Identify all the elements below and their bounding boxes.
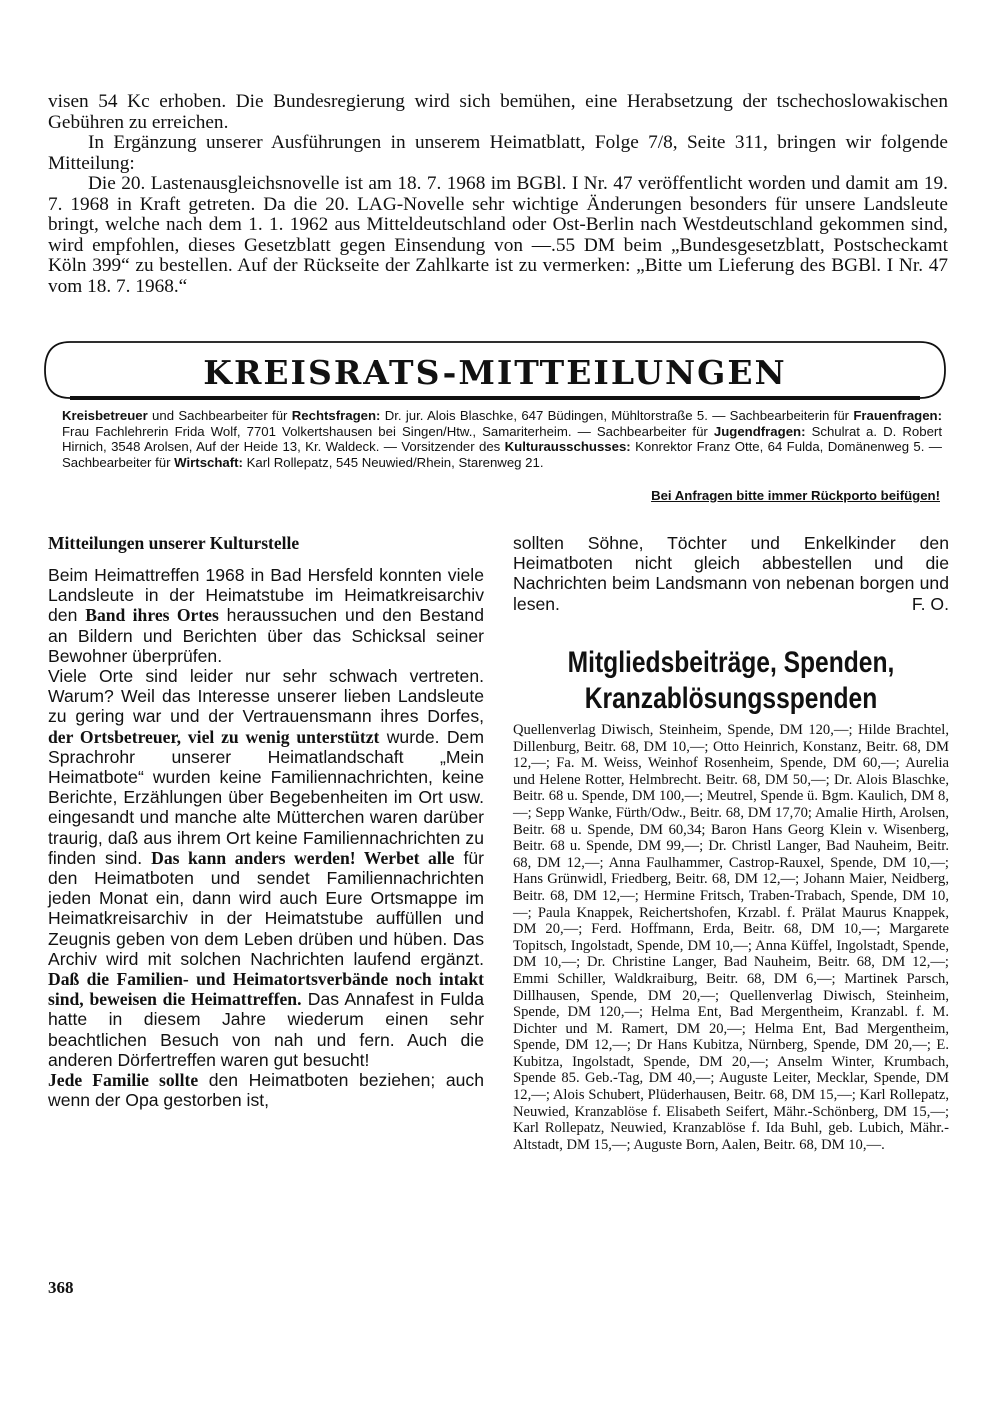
kreisrats-banner [40,338,950,402]
notice-text: Konrektor Franz Otte, 64 Fulda, Domänenweg 5. — Sachbearbeiter für [62,439,942,470]
top-paragraph-1: visen 54 Kc erhoben. Die Bundesregierung wird sich bemühen, eine Herabsetzung der tschechoslowakischen Gebühren zu erreichen. [48,91,948,133]
notice-text: Karl Rollepatz, 545 Neuwied/Rhein, Starenweg 21. [242,454,544,470]
kreisrat-notice [62,408,942,470]
notice-role-wirtschaft: Wirtschaft: [174,454,243,470]
donations-heading-line-1: Mitgliedsbeiträge, Spenden, [567,646,895,679]
kulturstelle-heading: Mitteilungen unserer Kulturstelle [48,533,300,553]
notice-text: und Sachbearbeiter für [147,408,292,423]
kulturstelle-paragraph-3 [48,1070,484,1110]
kulturstelle-paragraph-2 [48,666,484,1070]
text: Viele Orte sind leider nur sehr schwach vertreten. Warum? Weil das Interesse unserer lieben Landsleute zu gering war und der Vertrauensmann ihres Dorfes, [48,666,484,727]
text: wurde. Dem Sprachrohr unserer Heimatlandschaft „Mein Heimatbote“ wurden keine Familiennachrichten, keine Berichte, Erzählungen über Begebenheiten im Ort usw. eingesandt und manche alte Mütterchen waren darüber traurig, daß aus ihrem Ort keine Familiennachrichten zu finden sind. [48,726,484,868]
notice-text: Dr. jur. Alois Blaschke, 647 Büdingen, Mühltorstraße 5. — Sachbearbeiterin für [380,408,854,423]
top-paragraph-2: In Ergänzung unserer Ausführungen in unserem Heimatblatt, Folge 7/8, Seite 311, bringen wir folgende Mitteilung: [48,132,948,174]
right-column [513,533,949,614]
donations-heading [552,645,910,717]
page-number: 368 [48,1278,74,1297]
text: Das Annafest in Fulda hatte in diesem Jahre wiederum einen sehr beachtlichen Besuch von nah und fern. Auch die anderen Dörfertreffen waren gut besucht! [48,989,484,1070]
notice-role-frauenfragen: Frauenfragen: [853,408,942,423]
text: den Heimatboten beziehen; auch wenn der Opa gestorben ist, [48,1070,484,1111]
notice-role-kultur: Kulturausschusses: [504,439,631,454]
emphasis: Das kann anders werden! Werbet alle [151,847,455,868]
notice-footer: Bei Anfragen bitte immer Rückporto beifügen! [651,488,940,503]
kulturstelle-continuation [513,533,949,614]
signature: F. O. [911,593,949,614]
notice-text: Schulrat a. D. Robert Hirnich, 3548 Arolsen, Auf der Heide 13, Kr. Waldeck. — Vorsitzender des [62,423,942,454]
notice-text: Frau Fachlehrerin Frida Wolf, 7701 Volkertshausen bei Singen/Htw., Samariterheim. — Sachbearbeiter für [62,423,714,439]
left-column [48,533,484,1110]
notice-role-rechtsfragen: Rechtsfragen: [291,408,381,423]
top-paragraph-3: Die 20. Lastenausgleichsnovelle ist am 18. 7. 1968 im BGBl. I Nr. 47 veröffentlicht worden und damit am 19. 7. 1968 in Kraft getreten. Da die 20. LAG-Novelle sehr wichtige Änderungen besonders für unsere Landsleute bringt, welche nach dem 1. 1. 1962 aus Mitteldeutschland oder Ost-Berlin nach Westdeutschland gekommen sind, wird empfohlen, dieses Gesetzblatt gegen Einsendung von —.55 DM beim „Bundesgesetzblatt, Postscheckamt Köln 399“ zu bestellen. Auf der Rückseite der Zahlkarte ist zu vermerken: „Bitte um Lieferung des BGBl. I Nr. 47 vom 18. 7. 1968.“ [48,173,948,297]
emphasis: Band ihres Ortes [85,605,219,626]
kulturstelle-paragraph-1 [48,565,484,666]
banner-title: KREISRATS-MITTEILUNGEN [203,353,787,392]
text: sollten Söhne, Töchter und Enkelkinder den Heimatboten nicht gleich abbestellen und die Nachrichten beim Landsmann von nebenan borgen und lesen. [513,533,949,614]
notice-role-kreisbetreuer: Kreisbetreuer [62,408,148,423]
donations-list: Quellenverlag Diwisch, Steinheim, Spende, DM 120,—; Hilde Brachtel, Dillenburg, Beitr. 68, DM 10,—; Otto Heinrich, Konstanz, Beitr. 68, DM 12,—; Fa. M. Weiss, Weinhof Rosenheim, Spende, DM 60,—; Aurelia und Helene Rotter, Helmbrecht. Beitr. 68, DM 50,—; Dr. Alois Blaschke, Beitr. 68 u. Spende, DM 100,—; Meutrel, Spende ü. Bgm. Kaulich, DM 8,—; Sepp Wanke, Fürth/Odw., Beitr. 68, DM 17,70; Amalie Hirth, Arolsen, Beitr. 68 u. Spende, DM 60,34; Baron Hans Georg Klein v. Wisenberg, Beitr. 68 u. Spende, DM 99,—; Dr. Christl Langer, Bad Nauheim, Beitr. 68, DM 12,—; Anna Faulhammer, Castrop-Rauxel, Spende, DM 10,—; Hans Grünwidl, Friedberg, Beitr. 68, DM 12,—; Johann Maier, Neidberg, Beitr. 68, DM 12,—; Hermine Fritsch, Traben-Trabach, Spende, DM 10,—; Paula Knappek, Reichertshofen, Krzabl. f. Prälat Maurus Knappek, DM 20,—; Ferd. Hoffmann, Erda, Beitr. 68, DM 10,—; Margarete Topitsch, Ingolstadt, Spende, DM 10,—; Anna Küffel, Ingolstadt, Spende, DM 10,—; Dr. Christine Langer, Bad Nauheim, Beitr. 68, DM 12,—; Emmi Schiller, Waldkraiburg, Beitr. 68, DM 6,—; Martinek Parsch, Dillhausen, Spende, DM 20,—; Quellenverlag Diwisch, Steinheim, Spende, DM 120,—; Helma Ent, Bad Mergentheim, Kranzabl. f. M. Dichter und M. Ramert, DM 20,—; Helma Ent, Bad Mergentheim, Spende, DM 12,—; Dr Hans Kubitza, Nürnberg, Spende, DM 20,—; E. Kubitza, Ingolstadt, Spende, DM 20,—; Anselm Winter, Krumbach, Spende 85. Geb.-Tag, DM 40,—; Auguste Leiter, Mecklar, Spende, DM 12,—; Alois Schubert, Plüderhausen, Beitr. 68, DM 15,—; Karl Rollepatz, Neuwied, Kranzablöse f. Elisabeth Seifert, Mähr.-Schönberg, DM 15,—; Karl Rollepatz, Neuwied, Kranzablöse f. Ida Buhl, geb. Lubich, Mähr.-Altstadt, DM 15,—; Auguste Born, Aalen, Beitr. 68, DM 10,—. [513,722,949,1153]
donations-heading-line-2: Kranzablösungsspenden [584,682,878,715]
emphasis: der Ortsbetreuer, viel zu wenig unterstützt [48,726,380,747]
text: heraussuchen und den Bestand an Bildern und Berichten über das Schicksal seiner Bewohner überprüfen. [48,605,484,666]
emphasis: Daß die Familien- und Heimatortsverbände noch intakt sind, beweisen die Heimattreffen. [48,969,484,1010]
top-article [48,92,948,297]
notice-role-jugendfragen: Jugendfragen: [713,423,806,439]
emphasis: Jede Familie sollte [48,1070,199,1091]
text: Beim Heimattreffen 1968 in Bad Hersfeld konnten viele Landsleute in der Heimatstube im Heimatkreisarchiv den [48,565,484,626]
text: für den Heimatboten und sendet Familiennachrichten jeden Monat ein, dann wird auch Eure Ortsmappe im Heimatkreisarchiv in der Heimatstube auffüllen und Zeugnis geben von dem Leben drüben und hüben. Das Archiv wird mit solchen Nachrichten laufend ergänzt. [48,847,484,969]
